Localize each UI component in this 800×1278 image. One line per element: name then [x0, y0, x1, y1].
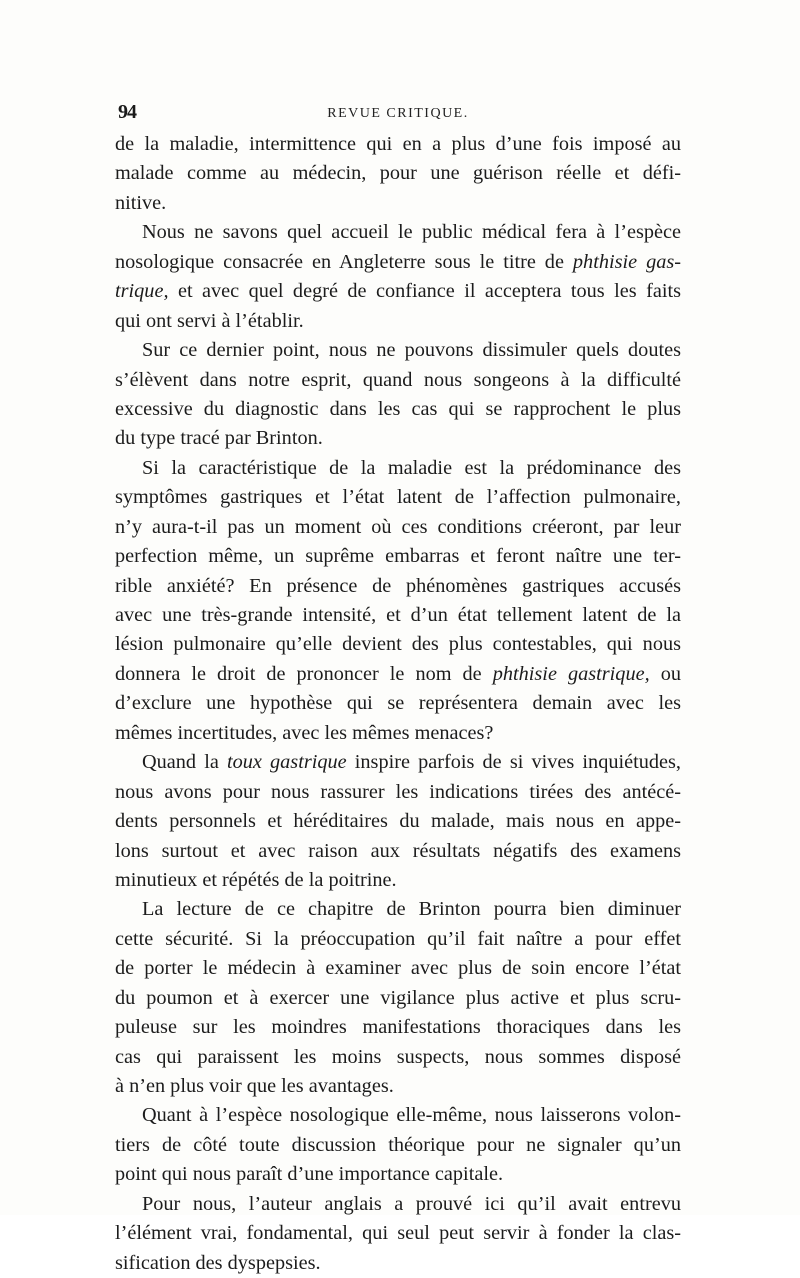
text-line: [115, 189, 681, 218]
text-line: [115, 513, 681, 542]
text-segment: puleuse sur les moindres manifestations thoraciques dans les: [115, 1016, 681, 1039]
text-segment: d’exclure une hypothèse qui se représentera demain avec les: [115, 692, 681, 715]
text-segment: du poumon et à exercer une vigilance plus active et plus scru-: [115, 986, 681, 1009]
text-segment: Nous ne savons quel accueil le public médical fera à l’espèce: [142, 221, 681, 244]
text-line: [115, 689, 681, 718]
text-line: [115, 719, 681, 748]
text-segment: inspire parfois de si vives inquiétudes,: [346, 751, 681, 774]
text-line: [115, 1219, 681, 1248]
italic-text: phthisie gas-: [572, 250, 682, 273]
text-segment: malade comme au médecin, pour une guérison réelle et défi-: [115, 162, 681, 185]
text-segment: ou: [649, 662, 681, 685]
text-line: [115, 1072, 681, 1101]
text-segment: Quand la: [142, 751, 227, 774]
italic-text: phthisie gastrique,: [492, 662, 650, 685]
text-line: [115, 395, 681, 424]
text-segment: n’y aura-t-il pas un moment où ces conditions créeront, par leur: [115, 515, 681, 538]
text-segment: s’élèvent dans notre esprit, quand nous songeons à la difficulté: [115, 368, 681, 391]
text-line: [115, 424, 681, 453]
text-line: [115, 248, 681, 277]
text-segment: mêmes incertitudes, avec les mêmes menaces?: [115, 721, 494, 744]
text-line: [115, 483, 681, 512]
running-head: REVUE CRITIQUE.: [327, 106, 469, 121]
text-line: [115, 778, 681, 807]
text-segment: nitive.: [115, 191, 167, 214]
text-line: [115, 454, 681, 483]
text-segment: lésion pulmonaire qu’elle devient des plus contestables, qui nous: [115, 633, 681, 656]
text-segment: symptômes gastriques et l’état latent de l’affection pulmonaire,: [115, 486, 681, 509]
page-number: 94: [118, 101, 136, 123]
text-segment: donnera le droit de prononcer le nom de: [115, 662, 493, 685]
text-segment: l’élément vrai, fondamental, qui seul peut servir à fonder la clas-: [115, 1222, 681, 1245]
text-segment: avec une très-grande intensité, et d’un état tellement latent de la: [115, 604, 681, 626]
text-line: [115, 954, 681, 983]
text-segment: Si la caractéristique de la maladie est la prédominance des: [142, 456, 681, 479]
text-line: [115, 1249, 681, 1278]
text-segment: lons surtout et avec raison aux résultats négatifs des examens: [115, 839, 681, 862]
text-line: [115, 866, 681, 895]
text-segment: de la maladie, intermittence qui en a plus d’une fois imposé au: [115, 133, 681, 155]
text-line: [115, 601, 681, 630]
text-line: [115, 660, 681, 689]
text-line: [115, 748, 681, 777]
text-segment: de porter le médecin à examiner avec plus de soin encore l’état: [115, 957, 681, 980]
text-line: [115, 1043, 681, 1072]
text-segment: Quant à l’espèce nosologique elle-même, nous laisserons volon-: [142, 1104, 681, 1127]
text-line: [115, 218, 681, 247]
text-line: [115, 895, 681, 924]
text-line: [115, 837, 681, 866]
text-line: [115, 130, 681, 159]
text-segment: rible anxiété? En présence de phénomènes gastriques accusés: [115, 574, 681, 597]
text-segment: perfection même, un suprême embarras et feront naître une ter-: [115, 545, 681, 568]
text-line: [115, 1101, 681, 1130]
text-segment: qui ont servi à l’établir.: [115, 309, 304, 332]
text-segment: dents personnels et héréditaires du malade, mais nous en appe-: [115, 810, 681, 833]
text-line: [115, 572, 681, 601]
text-line: [115, 1013, 681, 1042]
italic-text: toux gastrique: [226, 751, 347, 774]
italic-text: trique,: [115, 280, 169, 303]
text-line: [115, 307, 681, 336]
text-segment: et avec quel degré de confiance il acceptera tous les faits: [168, 280, 681, 303]
text-segment: cette sécurité. Si la préoccupation qu’il fait naître a pour effet: [115, 927, 681, 950]
text-line: [115, 336, 681, 365]
text-line: [115, 807, 681, 836]
text-segment: La lecture de ce chapitre de Brinton pourra bien diminuer: [142, 898, 681, 921]
text-line: [115, 277, 681, 306]
body-text: [115, 130, 681, 1278]
text-segment: nous avons pour nous rassurer les indications tirées des antécé-: [115, 780, 681, 803]
text-segment: tiers de côté toute discussion théorique pour ne signaler qu’un: [115, 1133, 681, 1156]
page-header: [115, 101, 681, 125]
text-segment: sification des dyspepsies.: [115, 1251, 321, 1274]
text-line: [115, 984, 681, 1013]
text-segment: point qui nous paraît d’une importance capitale.: [115, 1163, 504, 1186]
text-segment: Pour nous, l’auteur anglais a prouvé ici qu’il avait entrevu: [142, 1192, 681, 1215]
text-segment: cas qui paraissent les moins suspects, nous sommes disposé: [115, 1045, 681, 1068]
text-segment: excessive du diagnostic dans les cas qui se rapprochent le plus: [115, 397, 681, 420]
text-line: [115, 630, 681, 659]
text-line: [115, 159, 681, 188]
text-line: [115, 1131, 681, 1160]
text-segment: du type tracé par Brinton.: [115, 427, 323, 450]
text-line: [115, 366, 681, 395]
text-line: [115, 542, 681, 571]
text-segment: Sur ce dernier point, nous ne pouvons dissimuler quels doutes: [142, 339, 681, 362]
text-segment: minutieux et répétés de la poitrine.: [115, 868, 397, 891]
text-segment: nosologique consacrée en Angleterre sous le titre de: [115, 250, 573, 273]
text-line: [115, 1160, 681, 1189]
text-line: [115, 925, 681, 954]
text-segment: à n’en plus voir que les avantages.: [115, 1075, 394, 1097]
